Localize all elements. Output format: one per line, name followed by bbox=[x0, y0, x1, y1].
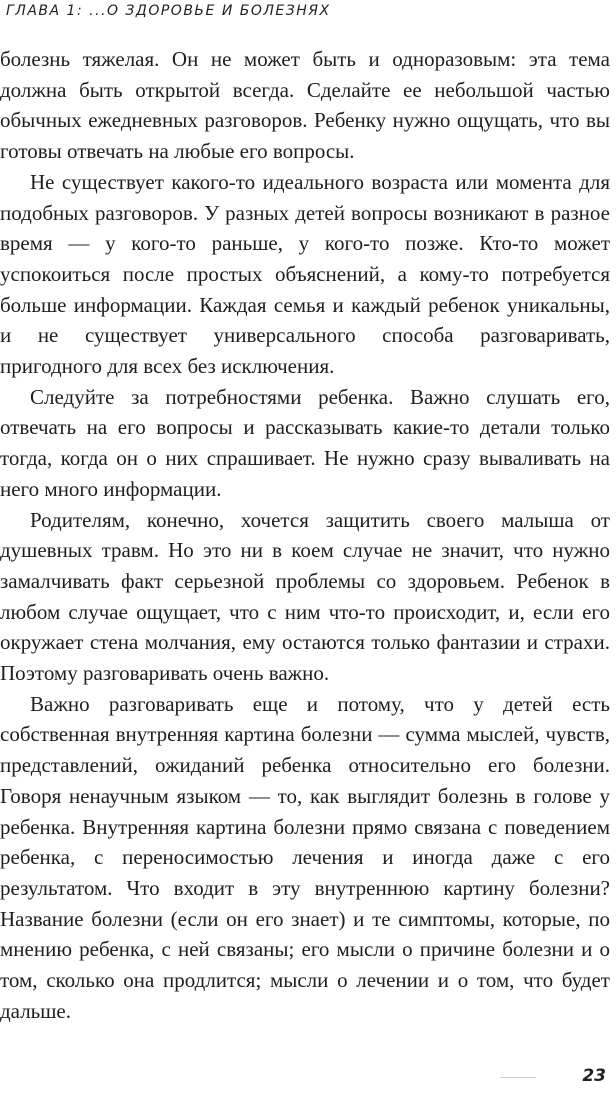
page-number: 23 bbox=[582, 1066, 606, 1086]
paragraph: Родителям, конечно, хочется защитить своего малыша от душевных травм. Но это ни в коем случае не значит, что нужно замалчивать факт серьезной проблемы со здоровьем. Ребенок в любом случае ощущает, что с ним что-то происходит, и, если его окружает стена молчания, ему остаются только фантазии и страхи. Поэтому разговаривать очень важно. bbox=[0, 507, 610, 686]
running-head: ГЛАВА 1: ...О ЗДОРОВЬЕ И БОЛЕЗНЯХ bbox=[6, 3, 331, 19]
paragraph: Не существует какого-то идеального возраста или момента для подобных разговоров. У разных детей вопросы возникают в разное время — у кого-то раньше, у кого-то позже. Кто-то может успокоиться после простых объяснений, а кому-то потребуется больше информации. Каждая семья и каждый ребенок уникальны, и не существует универсального способа разговаривать, пригодного для всех без исключения. bbox=[0, 169, 610, 379]
paragraph: Важно разговаривать еще и потому, что у детей есть собственная внутренняя картина болезни — сумма мыслей, чувств, представлений, ожиданий ребенка относительно его болезни. Говоря ненаучным языком — то, как выглядит болезнь в голове у ребенка. Внутренняя картина болезни прямо связана с поведением ребенка, с переносимостью лечения и иногда даже с его результатом. Что входит в эту внутреннюю картину болезни? Название болезни (если он его знает) и те симптомы, которые, по мнению ребенка, с ней связаны; его мысли о причине болезни и о том, сколько она продлится; мысли о лечении и о том, что будет дальше. bbox=[0, 691, 610, 1023]
footer-rule bbox=[500, 1077, 536, 1078]
paragraph-continued: болезнь тяжелая. Он не может быть и одноразовым: эта тема должна быть открытой всегда. Сделайте ее небольшой частью обычных ежедневных разговоров. Ребенку нужно ощущать, что вы готовы отвечать на любые его вопросы. bbox=[0, 47, 610, 164]
paragraph: Следуйте за потребностями ребенка. Важно слушать его, отвечать на его вопросы и рассказывать какие-то детали только тогда, когда он о них спрашивает. Не нужно сразу вываливать на него много информации. bbox=[0, 384, 610, 501]
body-text bbox=[0, 44, 610, 1027]
